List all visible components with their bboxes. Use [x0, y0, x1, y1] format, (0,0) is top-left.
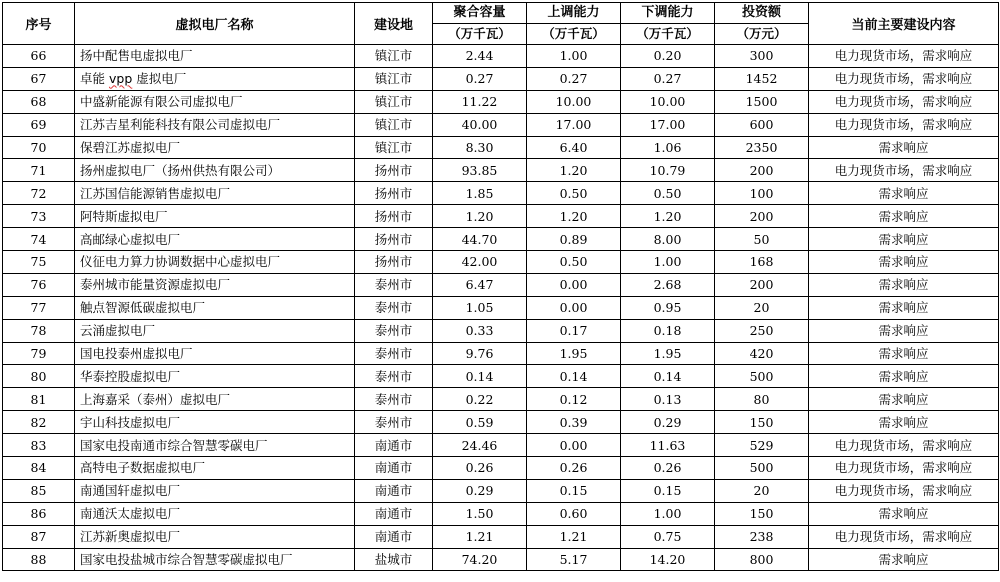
cell-down-capacity: 1.20 [621, 205, 715, 228]
cell-up-capacity: 0.12 [527, 388, 621, 411]
header-down-unit: （万千瓦） [621, 23, 714, 44]
table-row [3, 479, 999, 502]
table-row [3, 159, 999, 182]
cell-seq: 77 [3, 296, 75, 319]
cell-investment: 300 [715, 45, 809, 68]
cell-content: 电力现货市场，需求响应 [809, 525, 999, 548]
cell-content: 需求响应 [809, 182, 999, 205]
cell-plant-name: 保碧江苏虚拟电厂 [75, 136, 355, 159]
table-body [3, 45, 999, 571]
cell-plant-name: 泰州城市能量资源虚拟电厂 [75, 273, 355, 296]
cell-content: 需求响应 [809, 205, 999, 228]
cell-capacity: 24.46 [433, 434, 527, 457]
cell-down-capacity: 0.95 [621, 296, 715, 319]
cell-content: 需求响应 [809, 273, 999, 296]
cell-seq: 76 [3, 273, 75, 296]
cell-plant-name: 高邮绿心虚拟电厂 [75, 228, 355, 251]
cell-capacity: 0.26 [433, 457, 527, 480]
cell-down-capacity: 8.00 [621, 228, 715, 251]
table-row [3, 205, 999, 228]
table-row [3, 273, 999, 296]
cell-plant-name: 江苏新奥虚拟电厂 [75, 525, 355, 548]
cell-investment: 1452 [715, 67, 809, 90]
cell-capacity: 44.70 [433, 228, 527, 251]
cell-investment: 20 [715, 479, 809, 502]
cell-content: 需求响应 [809, 228, 999, 251]
cell-location: 镇江市 [355, 90, 433, 113]
cell-plant-name: 国家电投盐城市综合智慧零碳虚拟电厂 [75, 548, 355, 571]
cell-location: 镇江市 [355, 45, 433, 68]
cell-up-capacity: 0.50 [527, 251, 621, 274]
cell-up-capacity: 0.26 [527, 457, 621, 480]
cell-plant-name: 南通沃太虚拟电厂 [75, 502, 355, 525]
cell-up-capacity: 17.00 [527, 113, 621, 136]
cell-plant-name: 卓能 vpp 虚拟电厂 [75, 67, 355, 90]
cell-up-capacity: 0.89 [527, 228, 621, 251]
cell-up-capacity: 1.20 [527, 159, 621, 182]
cell-plant-name: 仪征电力算力协调数据中心虚拟电厂 [75, 251, 355, 274]
cell-investment: 420 [715, 342, 809, 365]
table-row [3, 182, 999, 205]
cell-down-capacity: 0.27 [621, 67, 715, 90]
cell-down-capacity: 17.00 [621, 113, 715, 136]
cell-investment: 2350 [715, 136, 809, 159]
cell-up-capacity: 1.20 [527, 205, 621, 228]
cell-location: 盐城市 [355, 548, 433, 571]
cell-content: 电力现货市场，需求响应 [809, 67, 999, 90]
cell-location: 泰州市 [355, 388, 433, 411]
cell-seq: 73 [3, 205, 75, 228]
cell-seq: 68 [3, 90, 75, 113]
cell-down-capacity: 10.00 [621, 90, 715, 113]
header-content: 当前主要建设内容 [809, 3, 999, 45]
cell-location: 扬州市 [355, 182, 433, 205]
cell-plant-name: 高特电子数据虚拟电厂 [75, 457, 355, 480]
cell-investment: 50 [715, 228, 809, 251]
cell-content: 需求响应 [809, 136, 999, 159]
cell-capacity: 1.50 [433, 502, 527, 525]
cell-content: 需求响应 [809, 296, 999, 319]
cell-up-capacity: 0.00 [527, 273, 621, 296]
cell-down-capacity: 0.18 [621, 319, 715, 342]
cell-seq: 79 [3, 342, 75, 365]
table-row [3, 296, 999, 319]
table-row [3, 525, 999, 548]
cell-seq: 78 [3, 319, 75, 342]
cell-plant-name: 宇山科技虚拟电厂 [75, 411, 355, 434]
cell-capacity: 0.22 [433, 388, 527, 411]
cell-seq: 84 [3, 457, 75, 480]
cell-location: 扬州市 [355, 205, 433, 228]
cell-seq: 87 [3, 525, 75, 548]
table-row [3, 228, 999, 251]
cell-up-capacity: 5.17 [527, 548, 621, 571]
cell-content: 需求响应 [809, 411, 999, 434]
cell-capacity: 0.59 [433, 411, 527, 434]
table-row [3, 502, 999, 525]
cell-location: 镇江市 [355, 113, 433, 136]
table-row [3, 365, 999, 388]
cell-investment: 250 [715, 319, 809, 342]
cell-capacity: 1.05 [433, 296, 527, 319]
cell-investment: 80 [715, 388, 809, 411]
header-name: 虚拟电厂名称 [75, 3, 355, 45]
cell-plant-name: 南通国轩虚拟电厂 [75, 479, 355, 502]
cell-location: 扬州市 [355, 251, 433, 274]
cell-seq: 80 [3, 365, 75, 388]
cell-seq: 66 [3, 45, 75, 68]
cell-investment: 200 [715, 205, 809, 228]
cell-investment: 238 [715, 525, 809, 548]
table-row [3, 136, 999, 159]
cell-plant-name: 阿特斯虚拟电厂 [75, 205, 355, 228]
cell-location: 南通市 [355, 457, 433, 480]
cell-content: 需求响应 [809, 251, 999, 274]
cell-up-capacity: 0.00 [527, 434, 621, 457]
cell-seq: 82 [3, 411, 75, 434]
cell-up-capacity: 0.27 [527, 67, 621, 90]
cell-investment: 500 [715, 457, 809, 480]
header-capacity: 聚合容量 （万千瓦） [433, 3, 527, 45]
cell-content: 需求响应 [809, 365, 999, 388]
table-row [3, 342, 999, 365]
cell-plant-name: 扬中配售电虚拟电厂 [75, 45, 355, 68]
header-down: 下调能力 （万千瓦） [621, 3, 715, 45]
cell-capacity: 9.76 [433, 342, 527, 365]
cell-plant-name: 触点智源低碳虚拟电厂 [75, 296, 355, 319]
table-row [3, 411, 999, 434]
cell-seq: 85 [3, 479, 75, 502]
cell-content: 电力现货市场，需求响应 [809, 113, 999, 136]
cell-seq: 83 [3, 434, 75, 457]
cell-capacity: 74.20 [433, 548, 527, 571]
cell-location: 镇江市 [355, 67, 433, 90]
virtual-power-plant-table [2, 2, 999, 571]
cell-seq: 70 [3, 136, 75, 159]
cell-capacity: 2.44 [433, 45, 527, 68]
cell-up-capacity: 1.95 [527, 342, 621, 365]
cell-up-capacity: 1.21 [527, 525, 621, 548]
table-row [3, 434, 999, 457]
cell-down-capacity: 0.75 [621, 525, 715, 548]
cell-location: 泰州市 [355, 365, 433, 388]
header-up: 上调能力 （万千瓦） [527, 3, 621, 45]
cell-seq: 81 [3, 388, 75, 411]
table-row [3, 457, 999, 480]
cell-capacity: 8.30 [433, 136, 527, 159]
cell-capacity: 6.47 [433, 273, 527, 296]
cell-up-capacity: 0.60 [527, 502, 621, 525]
cell-up-capacity: 0.00 [527, 296, 621, 319]
cell-content: 需求响应 [809, 342, 999, 365]
cell-content: 需求响应 [809, 388, 999, 411]
cell-capacity: 1.85 [433, 182, 527, 205]
cell-investment: 20 [715, 296, 809, 319]
cell-investment: 200 [715, 159, 809, 182]
cell-seq: 74 [3, 228, 75, 251]
cell-down-capacity: 0.26 [621, 457, 715, 480]
cell-content: 电力现货市场，需求响应 [809, 90, 999, 113]
table-row [3, 45, 999, 68]
table-row [3, 113, 999, 136]
cell-content: 电力现货市场，需求响应 [809, 45, 999, 68]
cell-capacity: 11.22 [433, 90, 527, 113]
cell-up-capacity: 0.50 [527, 182, 621, 205]
cell-up-capacity: 0.15 [527, 479, 621, 502]
cell-investment: 600 [715, 113, 809, 136]
cell-capacity: 1.20 [433, 205, 527, 228]
table-row [3, 67, 999, 90]
cell-up-capacity: 0.39 [527, 411, 621, 434]
cell-location: 南通市 [355, 479, 433, 502]
table-row [3, 548, 999, 571]
cell-down-capacity: 14.20 [621, 548, 715, 571]
cell-investment: 500 [715, 365, 809, 388]
cell-capacity: 1.21 [433, 525, 527, 548]
cell-up-capacity: 0.14 [527, 365, 621, 388]
cell-content: 需求响应 [809, 319, 999, 342]
cell-location: 泰州市 [355, 319, 433, 342]
cell-up-capacity: 1.00 [527, 45, 621, 68]
cell-plant-name: 江苏吉星利能科技有限公司虚拟电厂 [75, 113, 355, 136]
cell-location: 南通市 [355, 502, 433, 525]
cell-down-capacity: 1.00 [621, 251, 715, 274]
cell-seq: 86 [3, 502, 75, 525]
cell-down-capacity: 1.00 [621, 502, 715, 525]
table-row [3, 319, 999, 342]
header-capacity-unit: （万千瓦） [433, 23, 526, 44]
cell-plant-name: 上海嘉采（泰州）虚拟电厂 [75, 388, 355, 411]
cell-content: 电力现货市场，需求响应 [809, 434, 999, 457]
cell-location: 泰州市 [355, 273, 433, 296]
cell-content: 电力现货市场，需求响应 [809, 159, 999, 182]
cell-up-capacity: 10.00 [527, 90, 621, 113]
cell-plant-name: 江苏国信能源销售虚拟电厂 [75, 182, 355, 205]
cell-capacity: 0.14 [433, 365, 527, 388]
cell-capacity: 0.27 [433, 67, 527, 90]
cell-investment: 100 [715, 182, 809, 205]
header-up-unit: （万千瓦） [527, 23, 620, 44]
cell-investment: 529 [715, 434, 809, 457]
cell-capacity: 0.33 [433, 319, 527, 342]
cell-down-capacity: 10.79 [621, 159, 715, 182]
table-row [3, 388, 999, 411]
cell-up-capacity: 6.40 [527, 136, 621, 159]
cell-down-capacity: 1.95 [621, 342, 715, 365]
header-invest-unit: （万元） [715, 23, 808, 44]
cell-investment: 1500 [715, 90, 809, 113]
cell-location: 镇江市 [355, 136, 433, 159]
cell-down-capacity: 0.14 [621, 365, 715, 388]
table-row [3, 90, 999, 113]
header-invest: 投资额 （万元） [715, 3, 809, 45]
cell-capacity: 93.85 [433, 159, 527, 182]
cell-location: 南通市 [355, 525, 433, 548]
cell-seq: 69 [3, 113, 75, 136]
cell-seq: 88 [3, 548, 75, 571]
table-header [3, 3, 999, 45]
cell-down-capacity: 0.50 [621, 182, 715, 205]
cell-plant-name: 中盛新能源有限公司虚拟电厂 [75, 90, 355, 113]
cell-seq: 72 [3, 182, 75, 205]
cell-down-capacity: 2.68 [621, 273, 715, 296]
cell-down-capacity: 0.15 [621, 479, 715, 502]
header-location: 建设地 [355, 3, 433, 45]
cell-seq: 75 [3, 251, 75, 274]
cell-investment: 150 [715, 502, 809, 525]
cell-plant-name: 云涌虚拟电厂 [75, 319, 355, 342]
cell-content: 电力现货市场，需求响应 [809, 479, 999, 502]
cell-plant-name: 国电投泰州虚拟电厂 [75, 342, 355, 365]
header-seq: 序号 [3, 3, 75, 45]
cell-down-capacity: 11.63 [621, 434, 715, 457]
cell-up-capacity: 0.17 [527, 319, 621, 342]
cell-content: 需求响应 [809, 502, 999, 525]
cell-location: 泰州市 [355, 296, 433, 319]
cell-location: 泰州市 [355, 411, 433, 434]
cell-location: 泰州市 [355, 342, 433, 365]
cell-investment: 200 [715, 273, 809, 296]
cell-capacity: 0.29 [433, 479, 527, 502]
cell-capacity: 40.00 [433, 113, 527, 136]
cell-plant-name: 扬州虚拟电厂（扬州供热有限公司） [75, 159, 355, 182]
table-row [3, 251, 999, 274]
cell-location: 扬州市 [355, 228, 433, 251]
cell-investment: 800 [715, 548, 809, 571]
cell-content: 需求响应 [809, 548, 999, 571]
cell-investment: 168 [715, 251, 809, 274]
cell-plant-name: 华泰控股虚拟电厂 [75, 365, 355, 388]
cell-down-capacity: 0.29 [621, 411, 715, 434]
cell-content: 电力现货市场，需求响应 [809, 457, 999, 480]
cell-capacity: 42.00 [433, 251, 527, 274]
cell-down-capacity: 0.13 [621, 388, 715, 411]
cell-down-capacity: 1.06 [621, 136, 715, 159]
cell-down-capacity: 0.20 [621, 45, 715, 68]
cell-seq: 71 [3, 159, 75, 182]
cell-investment: 150 [715, 411, 809, 434]
cell-seq: 67 [3, 67, 75, 90]
cell-location: 扬州市 [355, 159, 433, 182]
cell-plant-name: 国家电投南通市综合智慧零碳电厂 [75, 434, 355, 457]
cell-location: 南通市 [355, 434, 433, 457]
